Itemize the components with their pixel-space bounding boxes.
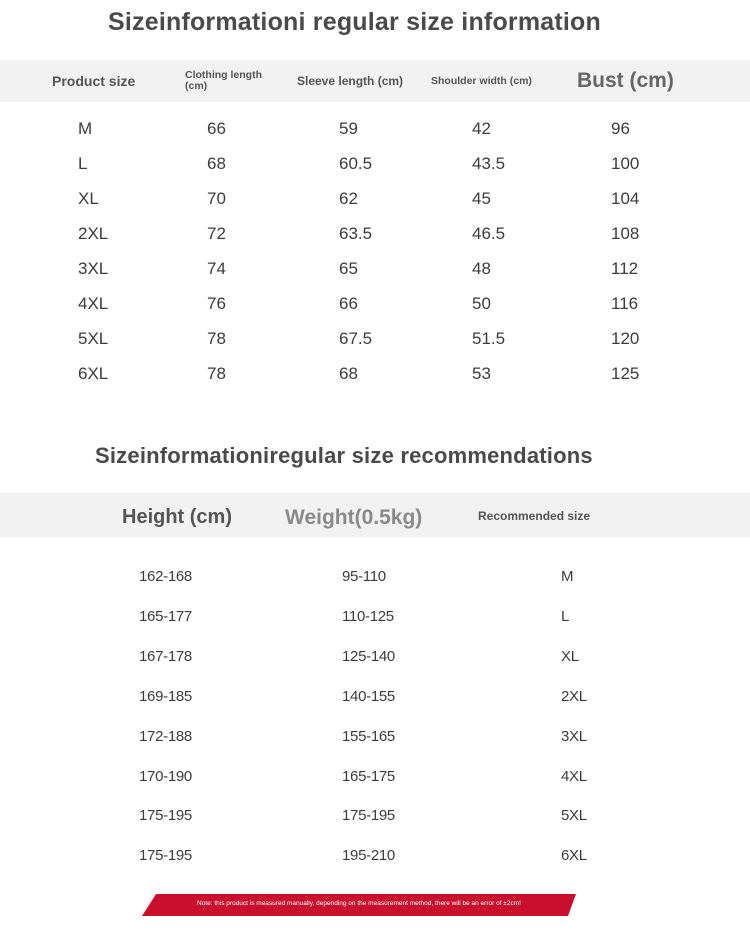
cell-height: 167-178: [139, 647, 192, 665]
cell-size: 5XL: [78, 329, 109, 348]
cell-recommended-size: 4XL: [561, 767, 587, 785]
cell-recommended-size: 5XL: [561, 807, 587, 825]
cell-shoulder-width: 46.5: [472, 224, 506, 243]
table-row: [0, 688, 750, 723]
table-row: [0, 768, 750, 803]
cell-recommended-size: 3XL: [561, 727, 587, 745]
note-banner: [142, 894, 576, 916]
table-row: [0, 119, 750, 154]
header-height: Height (cm): [122, 506, 232, 528]
table-row: [0, 259, 750, 294]
cell-clothing-length: 76: [207, 294, 226, 313]
size-info-title: Sizeinformationi regular size information: [108, 8, 601, 36]
note-text: Note: this product is measured manually, depending on the measurement method, there will be an error of ±2cm!: [197, 900, 521, 907]
cell-recommended-size: 6XL: [561, 847, 587, 865]
cell-clothing-length: 66: [207, 119, 226, 138]
cell-height: 175-195: [139, 847, 192, 865]
cell-sleeve-length: 68: [339, 364, 358, 383]
table-row: [0, 294, 750, 329]
cell-bust: 125: [611, 364, 640, 383]
header-bust: Bust (cm): [577, 69, 674, 92]
cell-clothing-length: 68: [207, 154, 226, 173]
cell-sleeve-length: 66: [339, 294, 358, 313]
cell-sleeve-length: 67.5: [339, 329, 373, 348]
cell-size: 2XL: [78, 224, 109, 243]
table-row: [0, 189, 750, 224]
cell-bust: 108: [611, 224, 640, 243]
cell-recommended-size: XL: [561, 647, 579, 665]
cell-height: 165-177: [139, 607, 192, 625]
cell-shoulder-width: 42: [472, 119, 491, 138]
recommendation-title: Sizeinformationiregular size recommendations: [95, 443, 593, 468]
cell-sleeve-length: 62: [339, 189, 358, 208]
header-shoulder-width: Shoulder width (cm): [431, 75, 532, 87]
cell-weight: 125-140: [342, 647, 395, 665]
table-row: [0, 568, 750, 603]
cell-shoulder-width: 50: [472, 294, 491, 313]
cell-sleeve-length: 65: [339, 259, 358, 278]
table-row: [0, 728, 750, 763]
cell-height: 169-185: [139, 687, 192, 705]
cell-bust: 112: [611, 259, 639, 278]
size-table-header: [0, 60, 750, 102]
cell-height: 162-168: [139, 568, 192, 585]
table-row: [0, 608, 750, 643]
cell-bust: 116: [611, 294, 639, 313]
cell-sleeve-length: 59: [339, 119, 358, 138]
cell-weight: 195-210: [342, 847, 395, 865]
table-row: [0, 364, 750, 399]
cell-sleeve-length: 60.5: [339, 154, 373, 173]
cell-shoulder-width: 48: [472, 259, 491, 278]
cell-clothing-length: 70: [207, 189, 226, 208]
table-row: [0, 154, 750, 189]
cell-clothing-length: 74: [207, 259, 226, 278]
header-recommended-size: Recommended size: [478, 509, 591, 523]
cell-size: 4XL: [78, 294, 109, 313]
cell-weight: 110-125: [342, 607, 394, 625]
table-row: [0, 648, 750, 683]
cell-bust: 104: [611, 189, 640, 208]
cell-recommended-size: L: [561, 607, 570, 625]
cell-height: 170-190: [139, 767, 192, 785]
cell-weight: 95-110: [342, 568, 386, 585]
header-sleeve-length: Sleeve length (cm): [297, 74, 404, 88]
cell-size: M: [78, 119, 93, 138]
cell-shoulder-width: 51.5: [472, 329, 506, 348]
cell-clothing-length: 78: [207, 364, 226, 383]
table-row: [0, 329, 750, 364]
cell-shoulder-width: 43.5: [472, 154, 506, 173]
cell-height: 172-188: [139, 727, 192, 745]
recommendation-table-header: [0, 493, 750, 537]
cell-bust: 100: [611, 154, 640, 173]
header-clothing-length: Clothing length (cm): [185, 69, 262, 93]
cell-weight: 165-175: [342, 767, 395, 785]
cell-recommended-size: M: [561, 568, 574, 585]
cell-sleeve-length: 63.5: [339, 224, 373, 243]
cell-shoulder-width: 53: [472, 364, 491, 383]
cell-size: XL: [78, 189, 99, 208]
cell-recommended-size: 2XL: [561, 687, 587, 705]
cell-weight: 155-165: [342, 727, 395, 745]
cell-weight: 140-155: [342, 687, 395, 705]
table-row: [0, 847, 750, 882]
table-row: [0, 224, 750, 259]
cell-clothing-length: 72: [207, 224, 226, 243]
cell-height: 175-195: [139, 807, 192, 825]
cell-bust: 120: [611, 329, 640, 348]
cell-size: L: [78, 154, 88, 173]
table-row: [0, 807, 750, 842]
header-product-size: Product size: [52, 73, 136, 89]
header-weight: Weight(0.5kg): [285, 506, 423, 529]
cell-weight: 175-195: [342, 807, 395, 825]
cell-size: 6XL: [78, 364, 109, 383]
cell-bust: 96: [611, 119, 630, 138]
cell-size: 3XL: [78, 259, 109, 278]
cell-clothing-length: 78: [207, 329, 226, 348]
cell-shoulder-width: 45: [472, 189, 491, 208]
